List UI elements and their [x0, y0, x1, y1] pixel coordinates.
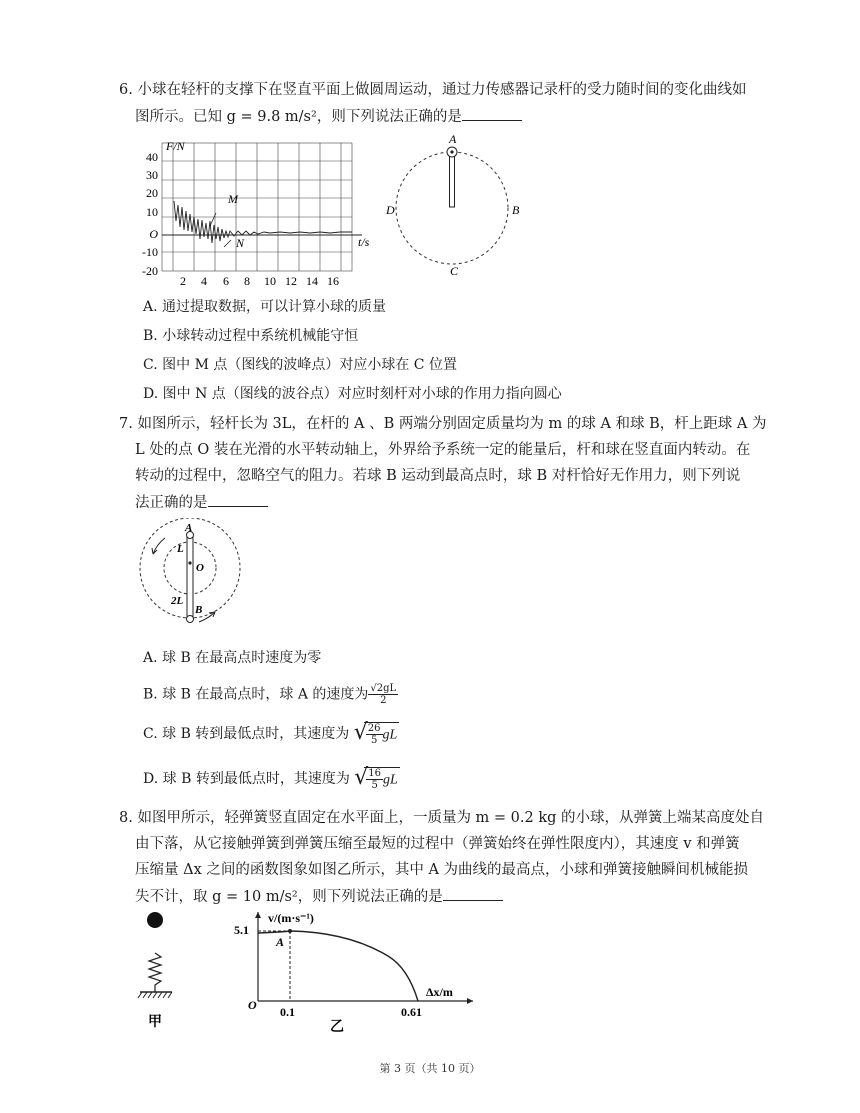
- q6-option-c: C. 图中 M 点（图线的波峰点）对应小球在 C 位置: [143, 357, 457, 373]
- svg-text:10: 10: [146, 205, 158, 219]
- q7-line-2: L 处的点 O 装在光滑的水平转动轴上，外界给予系统一定的能量后，杆和球在竖直面内转动。在: [135, 442, 751, 458]
- label-yi: 乙: [330, 1020, 344, 1035]
- svg-text:40: 40: [146, 150, 158, 164]
- origin-label: O: [248, 998, 257, 1012]
- svg-text:10: 10: [264, 274, 276, 288]
- x-axis-label: t/s: [358, 235, 370, 249]
- force-curve: [174, 201, 352, 243]
- answer-blank: [443, 886, 503, 901]
- label-N: N: [236, 236, 245, 250]
- q7-option-d: D. 球 B 转到最低点时，其速度为 √ $\frac{16}{5}$ gL: [143, 765, 398, 791]
- x-peak-label: 0.1: [280, 1005, 295, 1019]
- x-tick-labels: [180, 274, 339, 288]
- svg-text:16: 16: [327, 274, 339, 288]
- point-B: B: [512, 203, 520, 217]
- point-A-label: A: [276, 935, 285, 949]
- svg-text:O: O: [149, 227, 158, 241]
- q7-option-c: C. 球 B 转到最低点时，其速度为 √ $\frac{26}{5}$ gL: [143, 720, 398, 746]
- y-axis-label: F/N: [166, 139, 185, 153]
- point-A: A: [449, 132, 457, 146]
- label-A: A: [185, 522, 193, 534]
- svg-text:30: 30: [146, 168, 158, 182]
- q8-spring-figure: [132, 908, 212, 1033]
- answer-blank: [208, 492, 268, 507]
- y-tick-labels: [142, 150, 158, 278]
- svg-text:6: 6: [223, 274, 229, 288]
- q7-line-3: 转动的过程中，忽略空气的阻力。若球 B 运动到最高点时，球 B 对杆恰好无作用力，则下列说: [135, 468, 741, 484]
- label-O: O: [196, 562, 204, 574]
- q7-line-4: 法正确的是: [135, 492, 268, 513]
- label-L: L: [177, 543, 184, 555]
- sqrt-expression: √ $\frac{26}{5}$ gL: [353, 720, 398, 746]
- q6-force-time-chart: [130, 135, 380, 290]
- svg-text:2: 2: [180, 274, 186, 288]
- svg-text:-10: -10: [142, 245, 158, 259]
- q8-velocity-chart: [228, 906, 488, 1046]
- svg-text:4: 4: [201, 274, 207, 288]
- x-axis-label: Δx/m: [426, 985, 453, 999]
- label-2L: 2L: [171, 595, 184, 607]
- q8-line-3: 压缩量 Δx 之间的函数图象如图乙所示，其中 A 为曲线的最高点，小球和弹簧接触瞬间机械能损: [135, 862, 749, 878]
- point-D: D: [386, 203, 395, 217]
- q6-option-a: A. 通过提取数据，可以计算小球的质量: [143, 299, 387, 315]
- q6-option-b: B. 小球转动过程中系统机械能守恒: [143, 328, 359, 344]
- label-jia: 甲: [148, 1015, 162, 1030]
- q6-line-2: 图所示。已知 g = 9.8 m/s²，则下列说法正确的是: [135, 106, 522, 127]
- svg-text:8: 8: [244, 274, 250, 288]
- y-axis-label: v/(m·s⁻¹): [268, 911, 314, 925]
- x-end-label: 0.61: [401, 1005, 422, 1019]
- label-B: B: [195, 604, 203, 616]
- sqrt-expression: √ $\frac{16}{5}$ gL: [354, 765, 398, 791]
- answer-blank: [462, 106, 522, 121]
- svg-text:14: 14: [306, 274, 318, 288]
- svg-text:20: 20: [146, 186, 158, 200]
- q8-line-1: 8. 如图甲所示，轻弹簧竖直固定在水平面上，一质量为 m = 0.2 kg 的小球，从弹簧上端某高度处自: [119, 810, 765, 826]
- q8-line-4: 失不计，取 g = 10 m/s²，则下列说法正确的是: [135, 886, 503, 907]
- q6-circle-figure: [380, 130, 530, 280]
- svg-text:12: 12: [285, 274, 297, 288]
- q7-option-a: A. 球 B 在最高点时速度为零: [143, 650, 322, 666]
- q7-rod-figure: [135, 518, 245, 630]
- page-footer: 第 3 页（共 10 页）: [379, 1062, 481, 1075]
- svg-text:-20: -20: [142, 264, 158, 278]
- q7-option-b: B. 球 B 在最高点时，球 A 的速度为 $\frac{√2gL}{2}$: [143, 683, 397, 706]
- point-C: C: [450, 264, 459, 278]
- q8-line-2: 由下落，从它接触弹簧到弹簧压缩至最短的过程中（弹簧始终在弹性限度内），其速度 v 和弹簧: [135, 836, 740, 852]
- q6-line-1: 6. 小球在轻杆的支撑下在竖直平面上做圆周运动，通过力传感器记录杆的受力随时间的变化曲线如: [119, 82, 747, 98]
- fraction: $\frac{√2gL}{2}$: [370, 683, 397, 706]
- q7-line-1: 7. 如图所示，轻杆长为 3L，在杆的 A 、B 两端分别固定质量均为 m 的球 A 和球 B，杆上距球 A 为: [119, 416, 767, 432]
- y-peak-label: 5.1: [234, 923, 249, 937]
- label-M: M: [228, 192, 238, 206]
- q6-option-d: D. 图中 N 点（图线的波谷点）对应时刻杆对小球的作用力指向圆心: [143, 386, 562, 402]
